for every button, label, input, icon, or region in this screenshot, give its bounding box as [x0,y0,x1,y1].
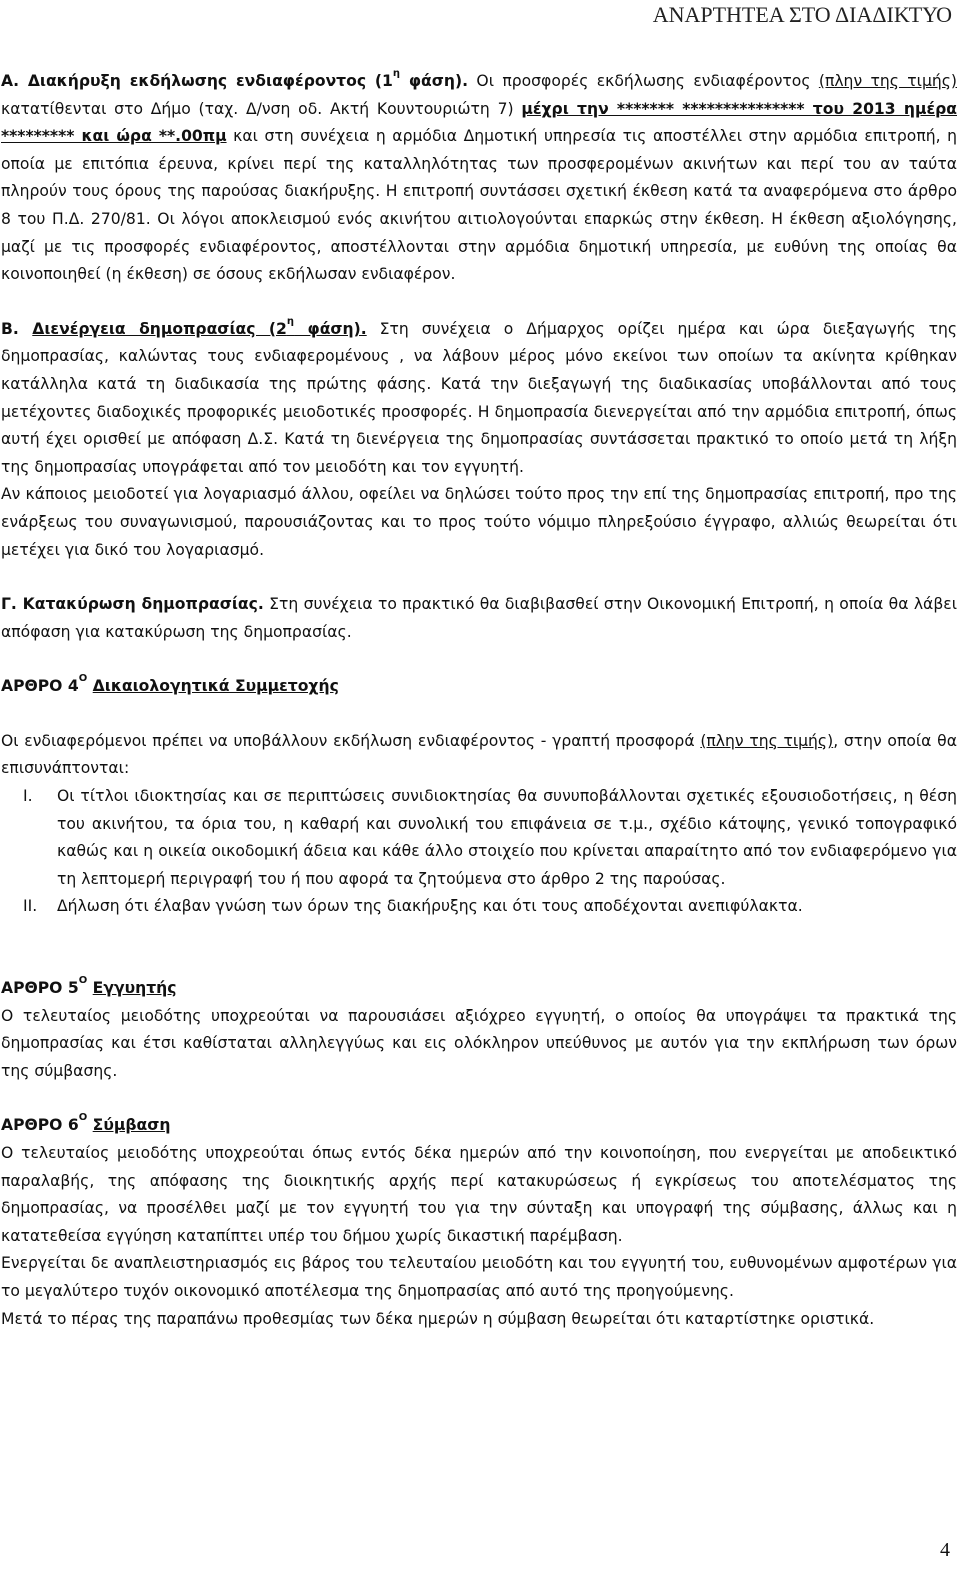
page-number: 4 [940,1539,950,1561]
page-header: ΑΝΑΡΤΗΤΕΑ ΣΤΟ ΔΙΑΔΙΚΤΥΟ [652,2,952,27]
requirements-list [1,783,957,921]
section-a-title: Α. Διακήρυξη εκδήλωσης ενδιαφέροντος ($1^\eta$ φάση). [1,67,469,90]
document-body [1,68,957,1333]
section-c-title: Γ. Κατακύρωση δημοπρασίας. [1,595,264,614]
section-b-paragraph-2: Αν κάποιος μειοδοτεί για λογαριασμό άλλου, οφείλει να δηλώσει τούτο προς την επί της δημοπρασίας επιτροπή, προ της ενάρξεως του συναγωνισμού, παρουσιάζοντας και το προς τούτο νόμιμο πληρεξούσιο έγγραφο, αλλιώς θεωρείται ότι μετέχει για δικό του λογαριασμό. [1,485,957,559]
article-6-heading: ΑΡΘΡΟ $6^O$ Σύμβαση [1,1112,171,1135]
article-6-paragraph-2: Ενεργείται δε αναπλειστηριασμός εις βάρος του τελευταίου μειοδότη και του εγγυητή του, ευθυνομένων αμφοτέρων για το μεγαλύτερο τυχόν οικονομικό αποτέλεσμα της δημοπρασίας από αυτό της προηγούμενης. [1,1254,957,1300]
article-5-heading: ΑΡΘΡΟ $5^O$ Εγγυητής [1,974,177,998]
section-c-paragraph: Γ. Κατακύρωση δημοπρασίας. Στη συνέχεια το πρακτικό θα διαβιβασθεί στην Οικονομική Επιτροπή, η οποία θα λάβει απόφαση για κατακύρωση της δημοπρασίας. [1,595,957,641]
article-4-intro: Οι ενδιαφερόμενοι πρέπει να υποβάλλουν εκδήλωση ενδιαφέροντος - γραπτή προσφορά (πλην της τιμής), στην οποία θα επισυνάπτονται: [1,731,957,778]
article-6-paragraph-3: Μετά το πέρας της παραπάνω προθεσμίας των δέκα ημερών η σύμβαση θεωρείται ότι καταρτίστηκε οριστικά. [1,1309,875,1328]
deadline-text: μέχρι την ******* *************** του 2013 ημέρα ********* και ώρα **.00πμ [1,99,957,146]
article-4-heading: ΑΡΘΡΟ $4^O$ Δικαιολογητικά Συμμετοχής [1,673,339,696]
article-5-title: Εγγυητής [92,979,177,998]
article-5-text: Ο τελευταίος μειοδότης υποχρεούται να παρουσιάσει αξιόχρεο εγγυητή, ο οποίος θα υπογράψει τα πρακτικά της δημοπρασίας και έτσι καθίσταται αλληλεγγύως και εις ολόκληρον υπεύθυνος με αυτόν για την εκπλήρωση των όρων της σύμβασης. [1,1006,957,1080]
section-b-title: Διενέργεια δημοπρασίας ($2^\eta$ φάση). [32,315,367,338]
article-4-title: Δικαιολογητικά Συμμετοχής [92,677,339,696]
article-6-paragraph-1: Ο τελευταίος μειοδότης υποχρεούται όπως εντός δέκα ημερών από την κοινοποίηση, που ενεργείται με αποδεικτικό παραλαβής, της απόφασης της διοικητικής αρχής περί κατακυρώσεως ή εγκρίσεως του αποτελέσματος της δημοπρασίας, να προσέλθει μαζί με τον εγγυητή του για την σύνταξη και υπογραφή της σύμβασης, άλλως και η κατατεθείσα εγγύηση καταπίπτει υπέρ του δήμου χωρίς δικαστική παρέμβαση. [1,1144,957,1245]
article-6-title: Σύμβαση [92,1116,171,1135]
section-a-paragraph: Α. Διακήρυξη εκδήλωσης ενδιαφέροντος ($1^\eta$ φάση). Οι προσφορές εκδήλωσης ενδιαφέροντος (πλην της τιμής) κατατίθενται στο Δήμο (ταχ. Δ/νση οδ. Ακτή Κουντουριώτη 7) μέχρι την ******* *************** του 2013 ημέρα ********* και ώρα **.00πμ και στη συνέχεια η αρμόδια Δημοτική υπηρεσία τις αποστέλλει στην αρμόδια επιτροπή, η οποία με επιτόπια έρευνα, κρίνει περί της καταλληλότητας των προσφερομένων ακινήτων και περί του αν ταύτα πληρούν τους όρους της παρούσας διακήρυξης. Η επιτροπή συντάσσει σχετική έκθεση κατά τα αναφερόμενα στο άρθρο 8 του Π.Δ. 270/81. Οι λόγοι αποκλεισμού ενός ακινήτου αιτιολογούνται επαρκώς στην έκθεση. Η έκθεση αξιολόγησης, μαζί με τις προσφορές ενδιαφέροντος, αποστέλλονται στην αρμόδια δημοτική υπηρεσία, με ευθύνη της οποίας θα κοινοποιηθεί (η έκθεση) σε όσους εκδήλωσαν ενδιαφέρον. [1,67,958,284]
section-b-paragraph: Β. Διενέργεια δημοπρασίας ($2^\eta$ φάση). Στη συνέχεια ο Δήμαρχος ορίζει ημέρα και ώρα διεξαγωγής της δημοπρασίας, καλώντας τους ενδιαφερομένους , να λάβουν μέρος μόνο εκείνοι των οποίων τα ακίνητα κρίθηκαν κατάλληλα κατά τη διαδικασία της πρώτης φάσης. Κατά την διεξαγωγή της διαδικασίας υποβάλλονται από τους μετέχοντες διαδοχικές προφορικές μειοδοτικές προσφορές. Η δημοπρασία διενεργείται από την αρμόδια επιτροπή, όπως αυτή έχει ορισθεί με απόφαση Δ.Σ. Κατά τη διενέργεια της δημοπρασίας συντάσσεται πρακτικό το οποίο μετά τη λήξη της δημοπρασίας υπογράφεται από τον μειοδότη και τον εγγυητή. [1,315,958,476]
list-item: I. Οι τίτλοι ιδιοκτησίας και σε περιπτώσεις συνιδιοκτησίας θα συνυποβάλλονται σχετικές εξουσιοδοτήσεις, η θέση του ακινήτου, τα όρια του, η καθαρή και συνολική του επιφάνεια σε τ.μ., σχέδιο κάτοψης, γενικό τοπογραφικό καθώς και η οικεία οικοδομική άδεια και κάθε άλλο στοιχείο που κρίνεται απαραίτητο από τον ενδιαφερόμενο για τη λεπτομερή περιγραφή του ή που αφορά τα ζητούμενα στο άρθρο 2 της παρούσας. [23,787,957,888]
list-item: II. Δήλωση ότι έλαβαν γνώση των όρων της διακήρυξης και ότι τους αποδέχονται ανεπιφύλακτα. [23,897,803,916]
section-b-label: Β. [1,319,33,338]
